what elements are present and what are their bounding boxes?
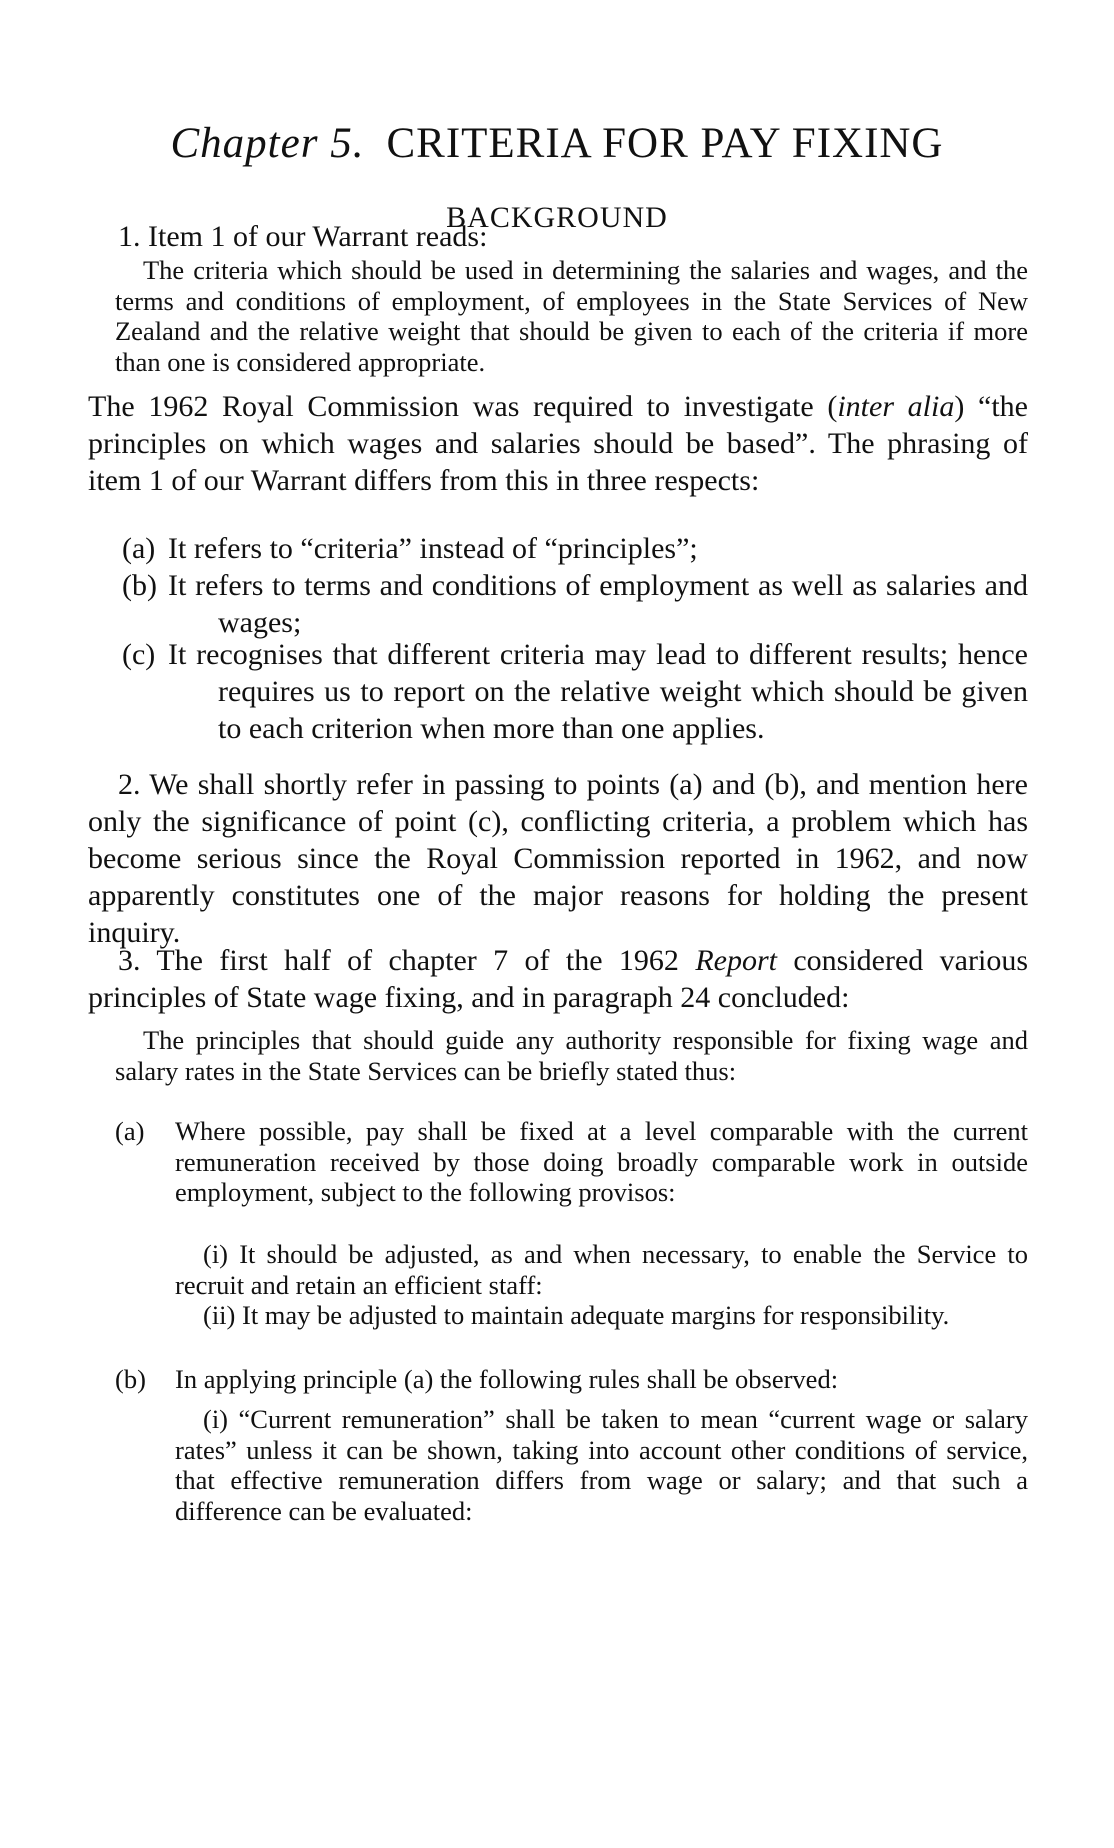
quote-item-a <box>115 1116 1028 1208</box>
para1-followup-b: ) “the principles on which wages and salaries should be based”. The phrasing of item 1 of our Warrant differs from this in three respects: <box>88 390 1028 497</box>
list-item-text: It recognises that different criteria may lead to different results; hence requires us to report on the relative weight which should be given to each criterion when more than one applies. <box>168 638 1028 745</box>
para3-text-italic: Report <box>695 944 777 977</box>
quote-item-label: (a) <box>115 1116 145 1146</box>
quote-item-b <box>115 1364 1028 1395</box>
para3 <box>88 942 1028 1016</box>
chapter-title: CRITERIA FOR PAY FIXING <box>386 120 944 167</box>
list-item-c <box>88 636 1028 747</box>
report-quote-intro: The principles that should guide any authority responsible for fixing wage and salary rates in the State Services can be briefly stated thus: <box>115 1025 1028 1086</box>
list-item-text: It refers to terms and conditions of employment as well as salaries and wages; <box>168 569 1028 639</box>
para2: 2. We shall shortly refer in passing to points (a) and (b), and mention here only the significance of point (c), conflicting criteria, a problem which has become serious since the Royal Commission reported in 1962, and now apparently constitutes one of the major reasons for holding the present inquiry. <box>88 768 1028 949</box>
para1-followup-italic: inter alia <box>837 390 955 423</box>
quote-item-b-i: (i) “Current remuneration” shall be taken to mean “current wage or salary rates” unless it can be shown, taking into account other conditions of service, that effective remuneration differs from wage or salary; and that such a difference can be evaluated: <box>175 1404 1028 1526</box>
quote-item-text: Where possible, pay shall be fixed at a level comparable with the current remuneration received by those doing broadly comparable work in outside employment, subject to the following provisos: <box>175 1116 1028 1207</box>
list-item-a <box>88 530 1028 567</box>
para1-intro: 1. Item 1 of our Warrant reads: <box>118 220 488 253</box>
list-item-label: (a) <box>122 532 156 565</box>
warrant-quote: The criteria which should be used in determining the salaries and wages, and the terms and conditions of employment, of employees in the State Services of New Zealand and the relative weight that should be given to each of the criteria if more than one is considered appropriate. <box>115 255 1028 377</box>
para1-followup-a: The 1962 Royal Commission was required to investigate ( <box>88 390 838 423</box>
list-item-b <box>88 567 1028 641</box>
quote-item-a-i: (i) It should be adjusted, as and when necessary, to enable the Service to recruit and retain an efficient staff: <box>175 1239 1028 1300</box>
quote-item-label: (b) <box>115 1364 146 1394</box>
chapter-label: Chapter 5. <box>170 120 365 167</box>
list-item-label: (c) <box>122 638 156 671</box>
para1-followup <box>88 388 1028 499</box>
chapter-heading <box>0 118 1114 170</box>
para3-text-a: 3. The first half of chapter 7 of the 1962 <box>118 944 696 977</box>
section-heading: BACKGROUND <box>446 201 668 234</box>
para3-text-b: considered various principles of State wage fixing, and in paragraph 24 concluded: <box>88 944 1028 1014</box>
list-item-text: It refers to “criteria” instead of “principles”; <box>168 532 698 565</box>
quote-item-a-ii: (ii) It may be adjusted to maintain adequate margins for responsibility. <box>203 1300 950 1330</box>
quote-item-text: In applying principle (a) the following rules shall be observed: <box>175 1364 839 1394</box>
list-item-label: (b) <box>122 569 157 602</box>
